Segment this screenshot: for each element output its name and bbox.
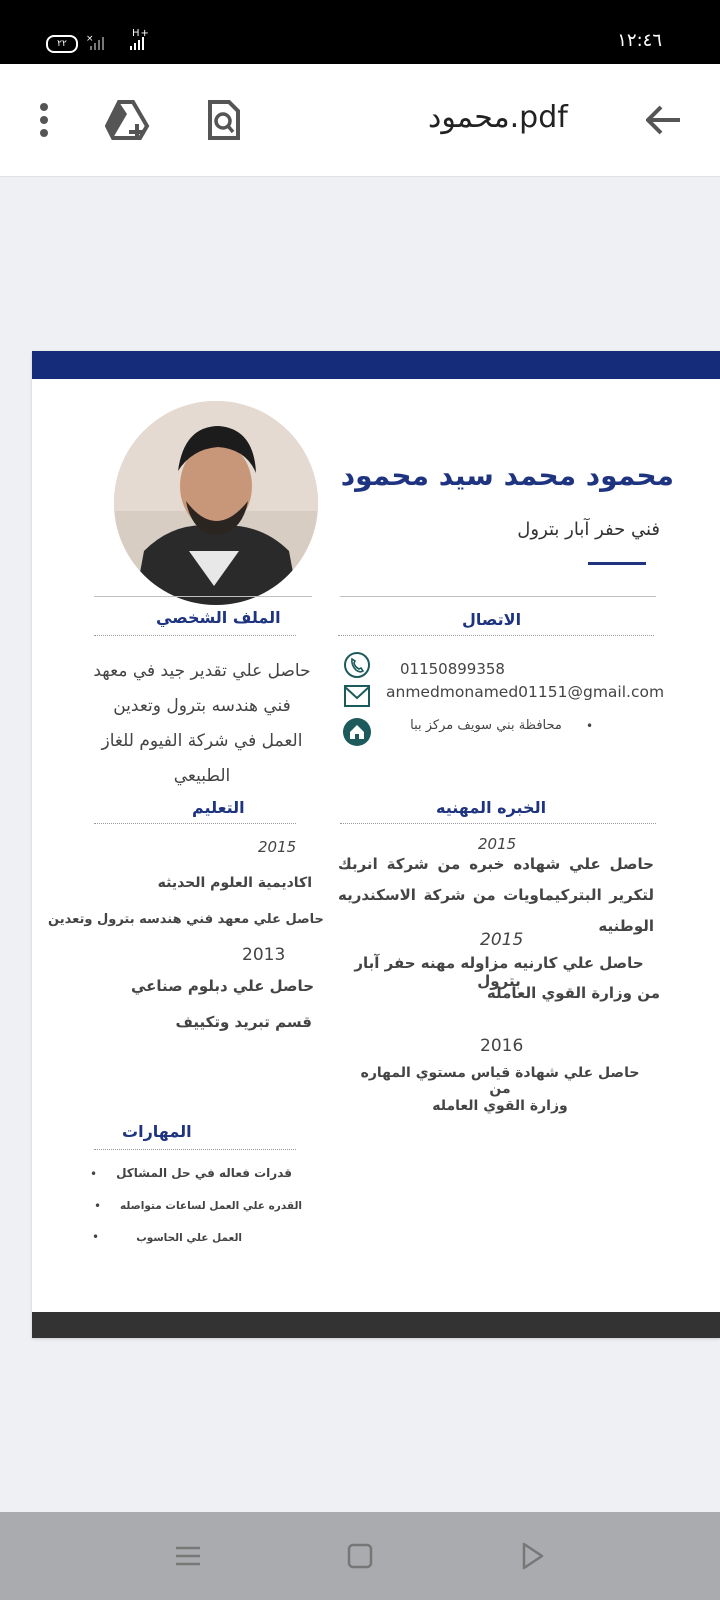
experience-line: وزارة القوي العامله bbox=[432, 1098, 568, 1114]
back-triangle-icon[interactable] bbox=[516, 1540, 548, 1572]
experience-line: حاصل علي كارنيه مزاوله مهنه حفر آبار بترول bbox=[354, 954, 644, 990]
more-options-icon[interactable] bbox=[20, 96, 68, 144]
experience-line: حاصل علي شهاده خبره من شركة انربك bbox=[338, 855, 654, 873]
education-year: 2013 bbox=[242, 945, 286, 965]
system-nav-bar bbox=[0, 1512, 720, 1600]
education-line: قسم تبريد وتكييف bbox=[175, 1013, 312, 1031]
education-heading: التعليم bbox=[192, 798, 245, 817]
experience-line: من وزارة القوي العامله bbox=[486, 984, 660, 1002]
skill-item: قدرات فعاله في حل المشاكل bbox=[116, 1166, 292, 1180]
education-line: اكاديمية العلوم الحديثه bbox=[157, 875, 312, 891]
home-square-icon[interactable] bbox=[344, 1540, 376, 1572]
address-line: محافظة بني سويف مركز ببا bbox=[410, 718, 562, 733]
clock: ١٢:٤٦ bbox=[617, 30, 662, 51]
experience-line: حاصل علي شهادة قياس مستوي المهاره من bbox=[360, 1065, 640, 1097]
email-address[interactable]: anmedmonamed01151@gmail.com bbox=[386, 683, 665, 701]
add-to-drive-icon[interactable] bbox=[104, 96, 152, 144]
footer-band bbox=[32, 1312, 720, 1338]
app-toolbar bbox=[0, 64, 720, 177]
find-in-document-icon[interactable] bbox=[200, 96, 248, 144]
experience-line: الوطنيه bbox=[598, 917, 654, 935]
education-year: 2015 bbox=[258, 838, 297, 856]
phone-icon bbox=[343, 651, 371, 679]
education-line: حاصل علي دبلوم صناعي bbox=[130, 977, 314, 995]
profile-heading: الملف الشخصي bbox=[156, 608, 281, 627]
document-title: محمود.pdf bbox=[428, 100, 568, 135]
experience-year: 2016 bbox=[480, 1036, 524, 1056]
battery-icon bbox=[46, 35, 78, 53]
skill-bullet: • bbox=[94, 1199, 102, 1213]
divider bbox=[340, 823, 656, 824]
profile-line: الطبيعي bbox=[173, 766, 231, 786]
divider bbox=[94, 1149, 296, 1150]
skill-item: العمل علي الحاسوب bbox=[136, 1232, 242, 1244]
phone-number: 01150899358 bbox=[400, 660, 505, 678]
skills-heading: المهارات bbox=[122, 1122, 192, 1141]
candidate-name: محمود محمد سيد محمود bbox=[340, 459, 674, 492]
skill-item: القدره علي العمل لساعات متواصله bbox=[120, 1200, 302, 1212]
divider bbox=[338, 635, 654, 636]
status-left bbox=[46, 28, 156, 56]
education-line: حاصل علي معهد فني هندسه بترول وتعدين bbox=[48, 912, 324, 927]
profile-line: فني هندسه بترول وتعدين bbox=[113, 696, 291, 716]
experience-heading: الخبره المهنيه bbox=[436, 798, 547, 817]
divider bbox=[94, 635, 296, 636]
home-icon bbox=[343, 718, 371, 746]
battery-level: ٢٢ bbox=[57, 39, 67, 49]
menu-icon[interactable] bbox=[172, 1540, 204, 1572]
experience-year: 2015 bbox=[478, 835, 517, 853]
skill-bullet: • bbox=[92, 1230, 100, 1244]
profile-photo bbox=[114, 401, 318, 605]
status-bar bbox=[0, 0, 720, 64]
header-band bbox=[32, 351, 720, 379]
experience-year: 2015 bbox=[480, 930, 524, 950]
divider bbox=[340, 596, 656, 597]
accent-line bbox=[588, 562, 646, 565]
profile-line: حاصل علي تقدير جيد في معهد bbox=[93, 661, 311, 681]
candidate-job-title: فني حفر آبار بترول bbox=[517, 519, 660, 540]
back-arrow-icon[interactable] bbox=[640, 96, 688, 144]
email-icon bbox=[343, 684, 371, 712]
divider bbox=[94, 823, 296, 824]
profile-line: العمل في شركة الفيوم للغاز bbox=[101, 731, 303, 751]
address-bullet: • bbox=[586, 719, 594, 733]
divider bbox=[94, 596, 312, 597]
experience-line: لتكرير البتركيماويات من شركة الاسكندريه bbox=[338, 886, 654, 904]
svg-text:×: × bbox=[86, 34, 95, 44]
network-type: H+ bbox=[132, 28, 150, 39]
pdf-page[interactable] bbox=[32, 351, 720, 1338]
skill-bullet: • bbox=[90, 1167, 98, 1181]
contact-heading: الاتصال bbox=[462, 610, 522, 629]
